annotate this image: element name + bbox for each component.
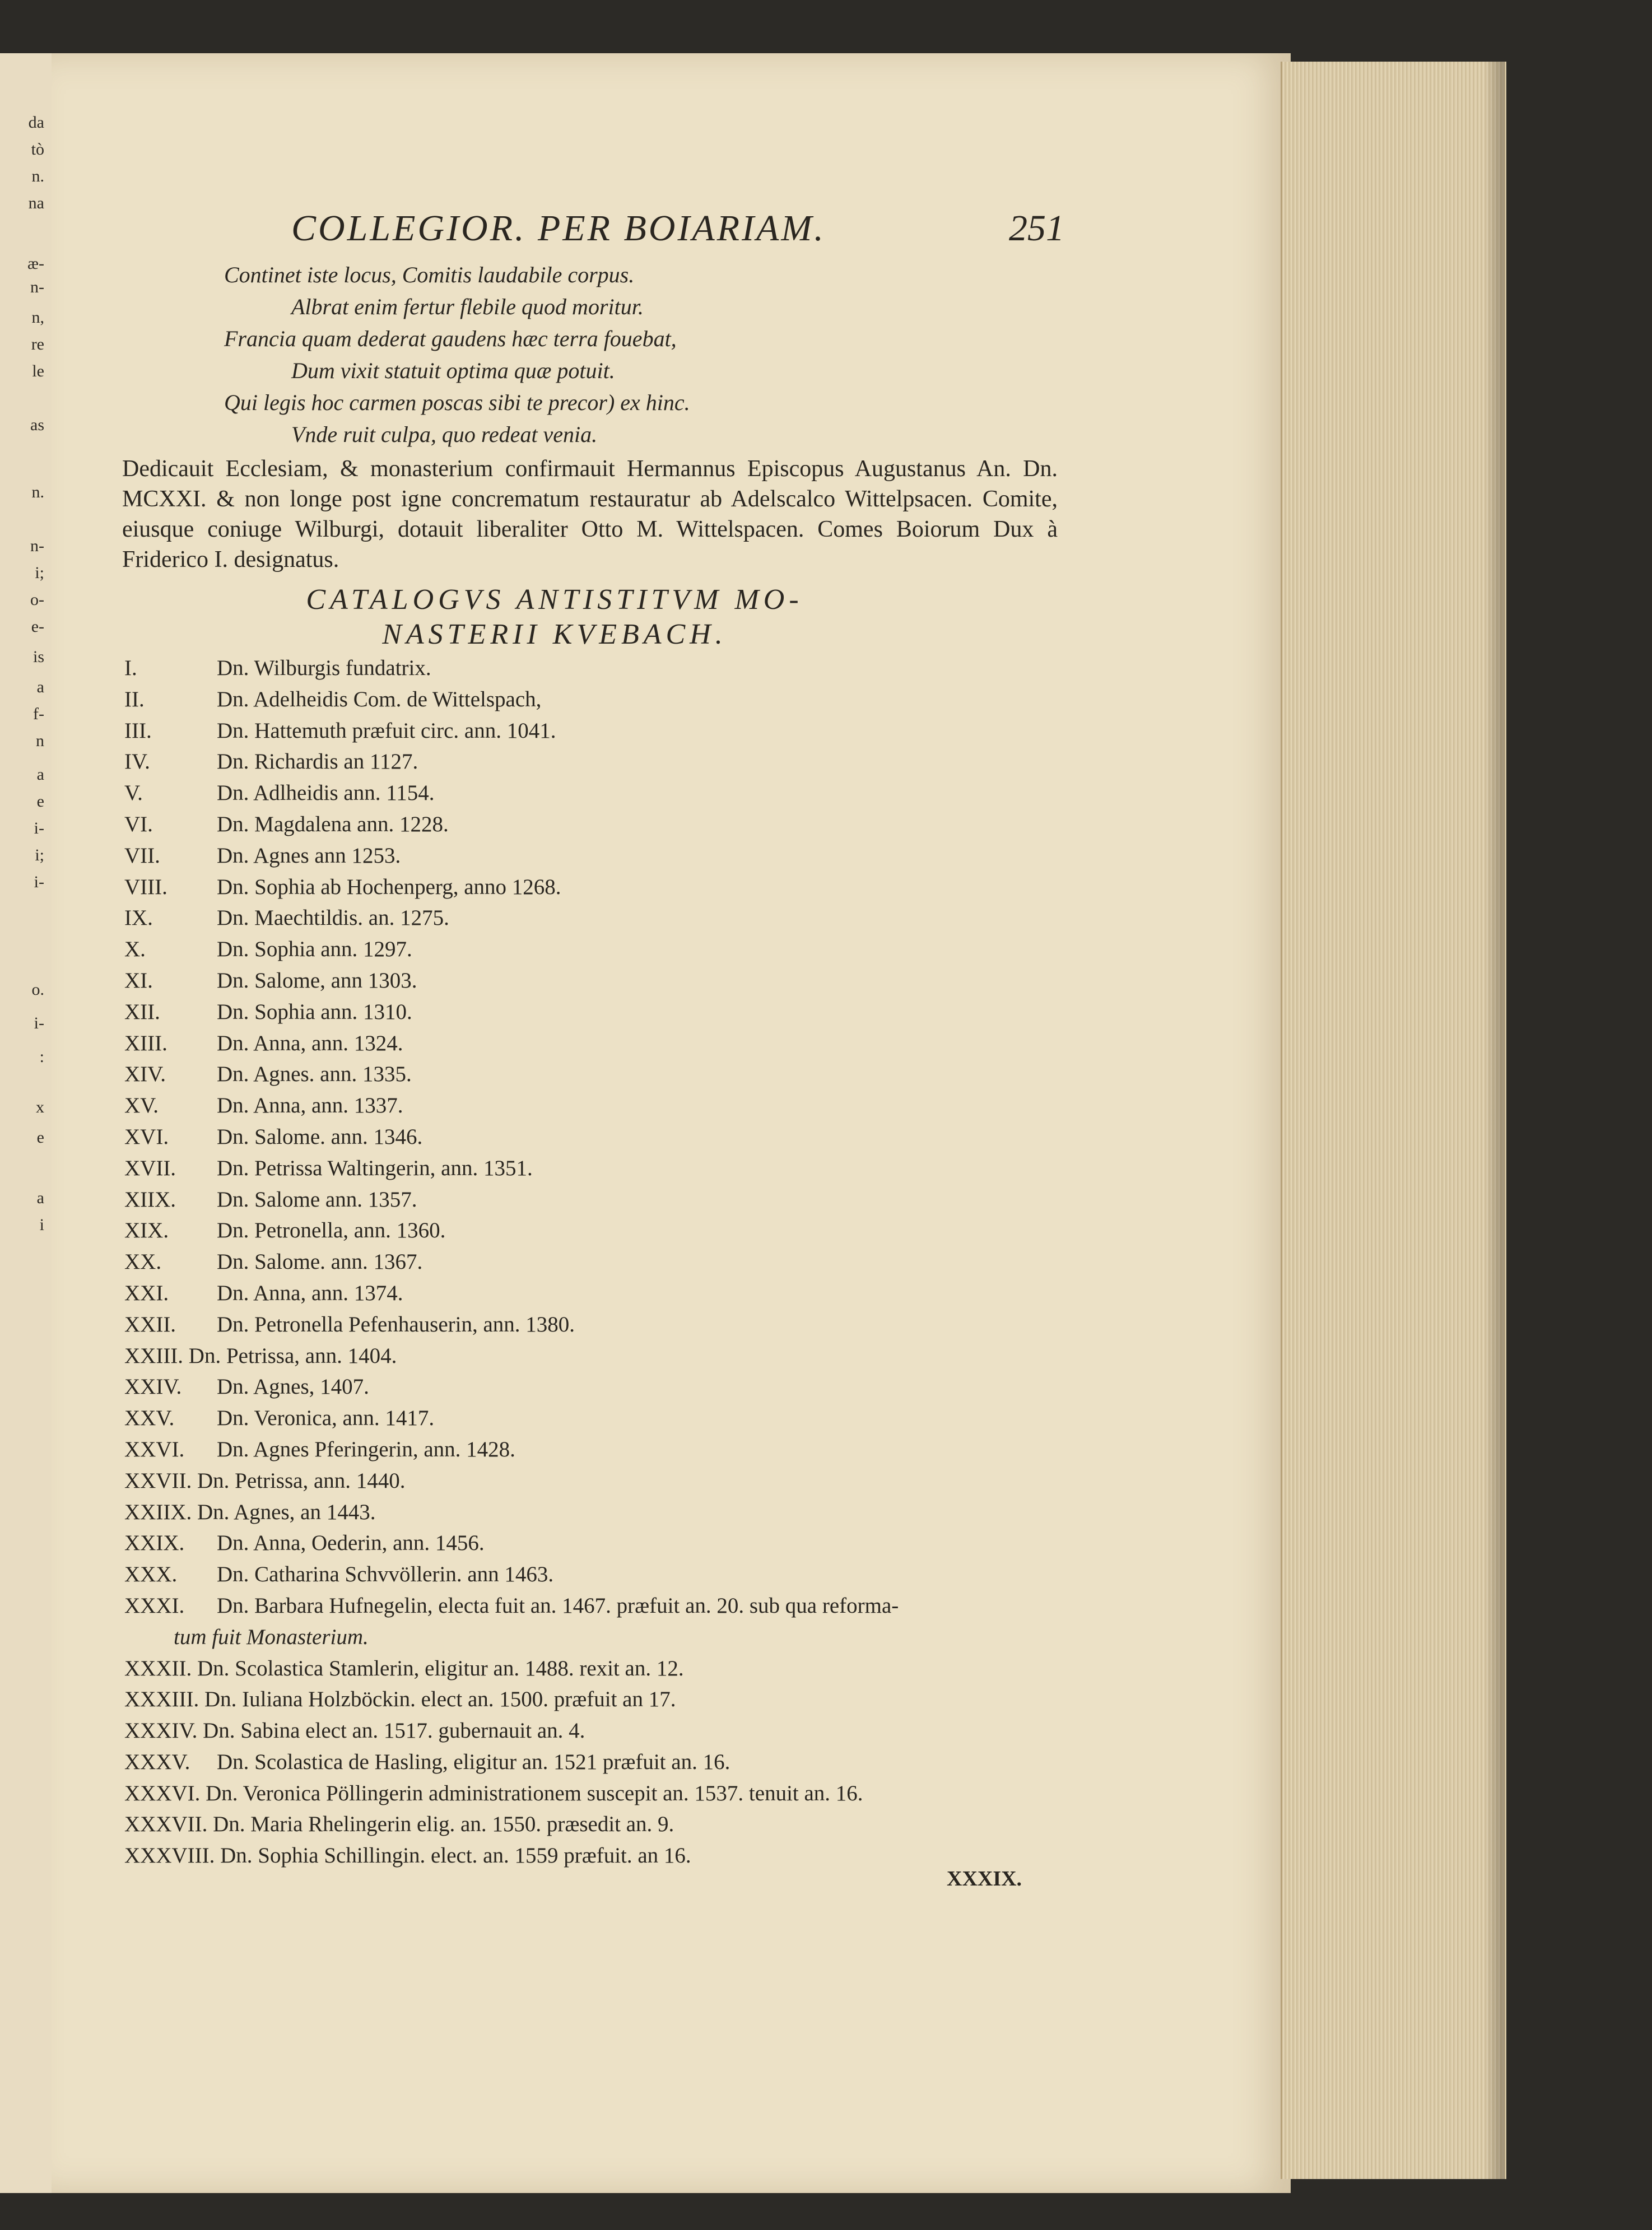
entry-text: Dn. Barbara Hufnegelin, electa fuit an. 1467. præfuit an. 20. sub qua reforma- xyxy=(217,1593,899,1618)
entry-number: XX. xyxy=(124,1250,162,1274)
entry-text: Dn. Salome. ann. 1346. xyxy=(217,1124,423,1149)
entry-number: II. xyxy=(124,687,145,711)
left-page-fragment: e xyxy=(36,1128,44,1147)
entry-text: XXXVII. Dn. Maria Rhelingerin elig. an. 1550. præsedit an. 9. xyxy=(124,1812,674,1837)
list-item xyxy=(124,1528,1088,1559)
left-page-fragment: i- xyxy=(34,819,44,837)
catalog-heading xyxy=(134,583,975,652)
list-item xyxy=(124,1121,1088,1153)
entry-number: XVI. xyxy=(124,1124,169,1149)
left-page-fragment: f- xyxy=(33,705,44,723)
verse-line: Continet iste locus, Comitis laudabile corpus. xyxy=(224,262,635,287)
list-item xyxy=(124,840,1088,872)
entry-text: Dn. Adlheidis ann. 1154. xyxy=(217,781,435,806)
entry-text: XXIIX. Dn. Agnes, an 1443. xyxy=(124,1500,376,1524)
entry-text: Dn. Salome, ann 1303. xyxy=(217,968,417,993)
entry-text: Dn. Agnes. ann. 1335. xyxy=(217,1062,412,1087)
entry-number: VIII. xyxy=(124,874,167,899)
list-item xyxy=(124,1371,1088,1403)
list-item xyxy=(124,1778,1088,1809)
entry-text: Dn. Sophia ab Hochenperg, anno 1268. xyxy=(217,874,561,899)
left-page-fragment: a xyxy=(36,1189,44,1207)
entry-number: XII. xyxy=(124,999,160,1024)
entry-text: XXIII. Dn. Petrissa, ann. 1404. xyxy=(124,1343,397,1368)
left-page-fragment: e xyxy=(36,792,44,811)
list-item xyxy=(124,1434,1088,1465)
list-item xyxy=(124,715,1088,747)
list-item xyxy=(124,1559,1088,1590)
left-page-fragment: is xyxy=(32,648,44,666)
left-page-fragment: o. xyxy=(31,980,44,999)
paragraph-text: Dedicauit Ecclesiam, & monasterium confirmauit Hermannus Episcopus Augustanus An. Dn. MCXXI. & non longe post igne concrematum restauratur ab Adelscalco Wittelpsacen. Comite, eiusque coniuge Wilburgi, dotauit liberaliter Otto M. Wittelspacen. Comes Boiorum Dux à Friderico I. designatus. xyxy=(122,456,1058,572)
list-item xyxy=(124,1684,1088,1715)
left-page-fragment: da xyxy=(28,113,44,132)
list-item xyxy=(124,1059,1088,1090)
left-page-fragment: æ- xyxy=(27,254,44,273)
list-item xyxy=(124,746,1088,778)
entry-number: XIIX. xyxy=(124,1187,176,1212)
entry-number: XI. xyxy=(124,968,153,993)
left-page-fragment: i- xyxy=(34,1014,44,1032)
entry-text: XXXVI. Dn. Veronica Pöllingerin administrationem suscepit an. 1537. tenuit an. 16. xyxy=(124,1781,863,1805)
entry-number: XIV. xyxy=(124,1062,166,1087)
page-number: 251 xyxy=(1009,208,1064,249)
page-fore-edge xyxy=(1281,62,1506,2179)
entry-text: Dn. Magdalena ann. 1228. xyxy=(217,812,449,836)
entry-text: Dn. Sophia ann. 1310. xyxy=(217,999,412,1024)
entry-text: XXXIII. Dn. Iuliana Holzböckin. elect an. 1500. præfuit an 17. xyxy=(124,1687,676,1712)
list-item xyxy=(124,902,1088,934)
entry-number: XXIV. xyxy=(124,1375,182,1399)
running-head xyxy=(224,207,1064,258)
entry-text: Dn. Agnes ann 1253. xyxy=(217,843,401,868)
left-page-fragment: n. xyxy=(31,167,44,185)
entry-text: Dn. Anna, ann. 1337. xyxy=(217,1093,403,1118)
entry-number: VII. xyxy=(124,843,160,868)
left-page-fragments xyxy=(0,53,48,2193)
left-page-fragment: n- xyxy=(30,537,44,555)
list-item xyxy=(124,1184,1088,1216)
catalog-heading-line: NASTERII KVEBACH. xyxy=(382,618,727,650)
list-item xyxy=(124,809,1088,840)
catchword: XXXIX. xyxy=(947,1867,1022,1891)
list-item xyxy=(124,1747,1088,1778)
entry-text: Dn. Wilburgis fundatrix. xyxy=(217,656,431,680)
entry-text: XXXIV. Dn. Sabina elect an. 1517. gubernauit an. 4. xyxy=(124,1719,585,1743)
entry-number: XXX. xyxy=(124,1562,178,1587)
list-item xyxy=(124,778,1088,809)
verse-line: Dum vixit statuit optima quæ potuit. xyxy=(291,358,615,383)
entry-continuation: tum fuit Monasterium. xyxy=(174,1624,369,1649)
entry-number: X. xyxy=(124,937,146,962)
catalog-heading-line: CATALOGVS ANTISTITVM MO- xyxy=(306,584,803,616)
list-item xyxy=(124,1497,1088,1528)
left-page-fragment: re xyxy=(31,335,44,353)
entry-text: Dn. Anna, Oederin, ann. 1456. xyxy=(217,1531,485,1556)
list-item xyxy=(124,872,1088,903)
entry-number: XXII. xyxy=(124,1312,176,1337)
verse-line: Albrat enim fertur flebile quod moritur. xyxy=(291,294,644,319)
entry-text: Dn. Petronella, ann. 1360. xyxy=(217,1218,446,1243)
entry-text: XXXVIII. Dn. Sophia Schillingin. elect. an. 1559 præfuit. an 16. xyxy=(124,1843,691,1868)
left-page-fragment: le xyxy=(32,362,44,380)
entry-text: Dn. Salome ann. 1357. xyxy=(217,1187,417,1212)
entry-number: XIX. xyxy=(124,1218,169,1243)
list-item xyxy=(124,1465,1088,1497)
entry-number: XXIX. xyxy=(124,1531,185,1556)
entry-text: Dn. Anna, ann. 1324. xyxy=(217,1031,403,1055)
left-page-fragment: o- xyxy=(30,590,44,609)
list-item xyxy=(124,1715,1088,1747)
entry-text: Dn. Catharina Schvvöllerin. ann 1463. xyxy=(217,1562,554,1587)
left-page-fragment: n. xyxy=(31,483,44,501)
list-item xyxy=(124,1215,1088,1246)
list-item xyxy=(124,1309,1088,1340)
list-item xyxy=(124,1278,1088,1309)
list-item xyxy=(124,997,1088,1028)
entry-number: III. xyxy=(124,718,152,743)
entry-text: Dn. Sophia ann. 1297. xyxy=(217,937,412,962)
entry-number: V. xyxy=(124,781,143,806)
entry-number: I. xyxy=(124,656,137,680)
entry-number: XXXV. xyxy=(124,1749,190,1774)
entry-number: IV. xyxy=(124,749,150,774)
verse-line: Francia quam dederat gaudens hæc terra fouebat, xyxy=(224,326,677,351)
list-item xyxy=(124,934,1088,965)
entry-number: IX. xyxy=(124,906,153,930)
left-page-fragment: tò xyxy=(31,140,44,159)
verse-line: Vnde ruit culpa, quo redeat venia. xyxy=(291,422,598,447)
entry-text: XXVII. Dn. Petrissa, ann. 1440. xyxy=(124,1468,406,1493)
entry-number: XXXI. xyxy=(124,1593,185,1618)
list-item xyxy=(124,1246,1088,1278)
entry-number: XVII. xyxy=(124,1156,176,1180)
left-page-fragment: na xyxy=(28,194,44,212)
list-item xyxy=(124,1840,1088,1871)
list-item xyxy=(124,1403,1088,1434)
entry-text: Dn. Anna, ann. 1374. xyxy=(217,1281,403,1305)
list-item xyxy=(124,1590,1088,1622)
entry-number: VI. xyxy=(124,812,153,836)
entry-number: XIII. xyxy=(124,1031,167,1055)
entry-number: XV. xyxy=(124,1093,159,1118)
entry-text: Dn. Petrissa Waltingerin, ann. 1351. xyxy=(217,1156,533,1180)
left-page-fragment: i; xyxy=(35,846,44,864)
left-page-fragment: a xyxy=(36,678,44,696)
running-head-title: COLLEGIOR. PER BOIARIAM. xyxy=(291,208,826,249)
left-page-fragment: i xyxy=(39,1216,44,1234)
list-item xyxy=(124,1153,1088,1184)
left-page-fragment: : xyxy=(39,1048,44,1066)
list-item xyxy=(124,684,1088,715)
left-page-fragment: i; xyxy=(35,564,44,582)
left-page-fragment: a xyxy=(36,765,44,784)
left-page-fragment: n- xyxy=(30,278,44,296)
left-page-fragment: e- xyxy=(31,617,44,636)
list-item xyxy=(124,653,1088,684)
list-item xyxy=(124,1809,1088,1840)
entry-text: Dn. Agnes Pferingerin, ann. 1428. xyxy=(217,1437,515,1461)
list-item xyxy=(124,965,1088,997)
entry-text: Dn. Richardis an 1127. xyxy=(217,749,418,774)
left-page-fragment: as xyxy=(30,416,44,434)
verse-line: Qui legis hoc carmen poscas sibi te precor) ex hinc. xyxy=(224,390,690,415)
list-item xyxy=(124,1028,1088,1059)
entry-text: Dn. Adelheidis Com. de Wittelspach, xyxy=(217,687,542,711)
entry-number: XXVI. xyxy=(124,1437,185,1461)
entry-text: Dn. Scolastica de Hasling, eligitur an. 1521 præfuit an. 16. xyxy=(217,1749,730,1774)
list-item xyxy=(124,1340,1088,1372)
entry-number: XXV. xyxy=(124,1406,175,1431)
abbess-list xyxy=(124,653,1088,1871)
entry-text: Dn. Hattemuth præfuit circ. ann. 1041. xyxy=(217,718,556,743)
entry-text: Dn. Agnes, 1407. xyxy=(217,1375,369,1399)
left-page-fragment: x xyxy=(36,1098,44,1116)
left-page-fragment: n, xyxy=(31,308,44,327)
fore-edge-shadow xyxy=(1485,62,1505,2179)
left-page-edge xyxy=(0,53,53,2193)
entry-text: Dn. Salome. ann. 1367. xyxy=(217,1250,423,1274)
list-item xyxy=(124,1653,1088,1684)
list-item xyxy=(124,1090,1088,1121)
epitaph-verse xyxy=(224,259,1064,450)
dedication-paragraph xyxy=(122,454,1058,575)
entry-text: XXXII. Dn. Scolastica Stamlerin, eligitur an. 1488. rexit an. 12. xyxy=(124,1656,684,1680)
entry-number: XXI. xyxy=(124,1281,169,1305)
entry-text: Dn. Petronella Pefenhauserin, ann. 1380. xyxy=(217,1312,575,1337)
entry-text: Dn. Maechtildis. an. 1275. xyxy=(217,906,449,930)
left-page-fragment: i- xyxy=(34,873,44,891)
left-page-fragment: n xyxy=(36,732,44,750)
entry-text: Dn. Veronica, ann. 1417. xyxy=(217,1406,435,1431)
